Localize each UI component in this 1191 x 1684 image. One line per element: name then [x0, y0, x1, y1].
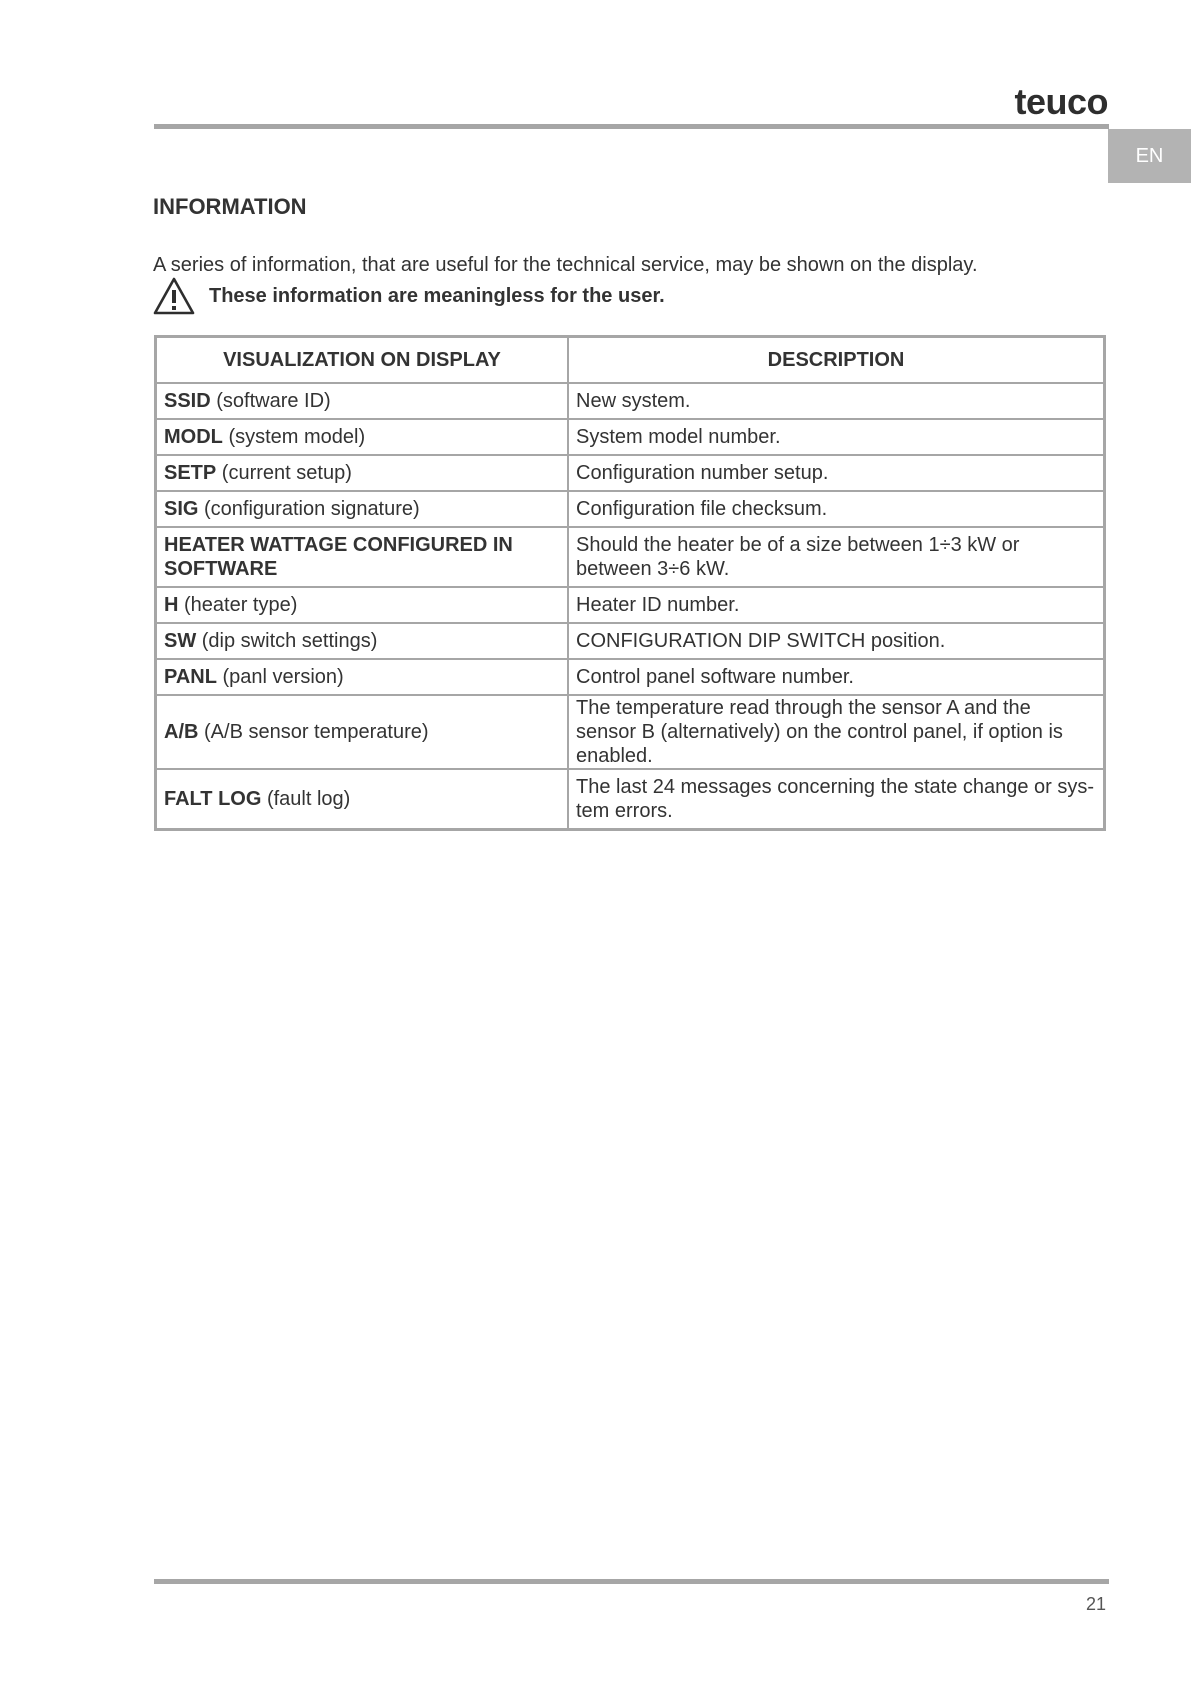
- table-row: [156, 695, 1105, 769]
- display-code-detail: (current setup): [216, 462, 352, 484]
- display-code: SIG: [164, 498, 199, 520]
- table-row: [156, 419, 1105, 455]
- display-code: SW: [164, 630, 197, 652]
- display-code-detail: (panl version): [216, 666, 344, 688]
- table-row: [156, 769, 1105, 830]
- description-cell: Configuration file checksum.: [568, 491, 1105, 527]
- description-cell: Configuration number setup.: [568, 455, 1105, 491]
- display-code: HEATER WATTAGE CONFIGURED IN SOFTWARE: [164, 534, 513, 580]
- table-row: [156, 455, 1105, 491]
- description-cell: The temperature read through the sensor A and the sensor B (alternatively) on the control panel, if option is enabled.: [568, 695, 1105, 769]
- table-row: [156, 587, 1105, 623]
- warning-triangle-icon: [153, 277, 195, 315]
- visualization-cell: [156, 527, 569, 587]
- display-code: PANL: [164, 666, 217, 688]
- information-table: [154, 335, 1106, 831]
- visualization-cell: [156, 587, 569, 623]
- display-code-detail: (dip switch settings): [196, 630, 378, 652]
- display-code: A/B: [164, 721, 199, 743]
- section-title: INFORMATION: [153, 194, 307, 219]
- visualization-cell: [156, 455, 569, 491]
- column-header-visualization: VISUALIZATION ON DISPLAY: [156, 337, 569, 384]
- footer-divider: [154, 1579, 1109, 1584]
- display-code-detail: (fault log): [261, 788, 351, 810]
- warning-note: [153, 276, 665, 316]
- table-row: [156, 623, 1105, 659]
- visualization-cell: [156, 419, 569, 455]
- display-code-detail: (heater type): [178, 594, 298, 616]
- visualization-cell: [156, 659, 569, 695]
- display-code: FALT LOG: [164, 788, 262, 810]
- intro-text: A series of information, that are useful for the technical service, may be shown on the display.: [153, 254, 978, 276]
- table-header-row: [156, 337, 1105, 384]
- table-row: [156, 491, 1105, 527]
- display-code-detail: (system model): [222, 426, 366, 448]
- display-code: MODL: [164, 426, 223, 448]
- display-code-detail: (A/B sensor temperature): [198, 721, 429, 743]
- header-divider: [154, 124, 1109, 129]
- visualization-cell: [156, 769, 569, 830]
- description-cell: The last 24 messages concerning the state change or sys-tem errors.: [568, 769, 1105, 830]
- page-number: 21: [1085, 1594, 1106, 1614]
- display-code: H: [164, 594, 179, 616]
- visualization-cell: [156, 623, 569, 659]
- language-tab: EN: [1108, 129, 1191, 183]
- description-cell: Should the heater be of a size between 1÷3 kW or between 3÷6 kW.: [568, 527, 1105, 587]
- display-code: SSID: [164, 390, 211, 412]
- description-cell: New system.: [568, 383, 1105, 419]
- description-cell: CONFIGURATION DIP SWITCH position.: [568, 623, 1105, 659]
- display-code: SETP: [164, 462, 217, 484]
- description-cell: System model number.: [568, 419, 1105, 455]
- display-code-detail: (configuration signature): [198, 498, 420, 520]
- description-cell: Heater ID number.: [568, 587, 1105, 623]
- warning-text: These information are meaningless for the user.: [209, 285, 665, 307]
- visualization-cell: [156, 383, 569, 419]
- column-header-description: DESCRIPTION: [568, 337, 1105, 384]
- visualization-cell: [156, 491, 569, 527]
- visualization-cell: [156, 695, 569, 769]
- table-row: [156, 383, 1105, 419]
- brand-logo: teuco: [1014, 81, 1108, 122]
- table-row: [156, 659, 1105, 695]
- display-code-detail: (software ID): [210, 390, 331, 412]
- description-cell: Control panel software number.: [568, 659, 1105, 695]
- table-row: [156, 527, 1105, 587]
